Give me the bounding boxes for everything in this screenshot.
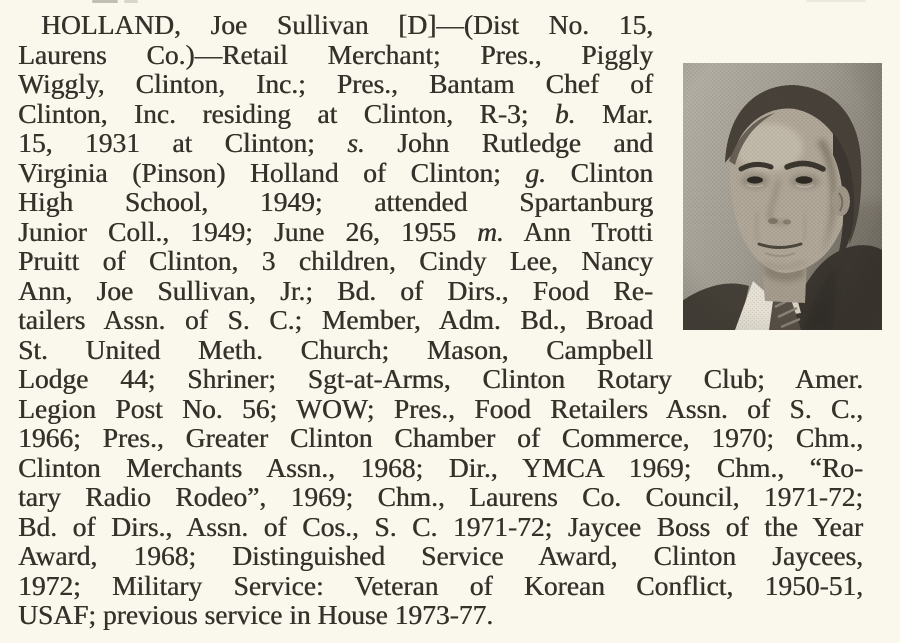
bio-text-line: Bd. of Dirs., Assn. of Cos., S. C. 1971-72; Jaycee Boss of the Year [18, 510, 863, 542]
bio-text-line: 1966; Pres., Greater Clinton Chamber of Commerce, 1970; Chm., [18, 422, 863, 453]
scan-artifact-top [92, 0, 118, 3]
bio-text-line: Award, 1968; Distinguished Service Award, Clinton Jaycees, [18, 540, 863, 571]
bio-text-line: Virginia (Pinson) Holland of Clinton; g. Clinton [18, 156, 654, 188]
bio-text-line: tary Radio Rodeo”, 1969; Chm., Laurens Co. Council, 1971-72; [18, 481, 863, 512]
scan-artifact-top [124, 0, 138, 3]
bio-text-line: Laurens Co.)—Retail Merchant; Pres., Piggly [18, 38, 653, 70]
bio-text-line: Wiggly, Clinton, Inc.; Pres., Bantam Chef of [18, 68, 653, 99]
bio-text-full-width [18, 364, 863, 630]
bio-text-line: tailers Assn. of S. C.; Member, Adm. Bd., Broad [18, 304, 653, 335]
bio-text-line: HOLLAND, Joe Sullivan [D]—(Dist No. 15, [41, 9, 653, 40]
bio-text-column-beside-photo [18, 10, 653, 364]
bio-text-line: Legion Post No. 56; WOW; Pres., Food Retailers Assn. of S. C., [18, 392, 863, 424]
bio-text-line: Clinton Merchants Assn., 1968; Dir., YMCA 1969; Chm., “Ro- [18, 451, 863, 483]
bio-text-line: Junior Coll., 1949; June 26, 1955 m. Ann Trotti [18, 215, 653, 247]
bio-text-line: Clinton, Inc. residing at Clinton, R-3; b. Mar. [18, 97, 653, 129]
bio-text-line: 15, 1931 at Clinton; s. John Rutledge and [18, 127, 654, 158]
bio-text-line: St. United Meth. Church; Mason, Campbell [18, 333, 653, 365]
halftone-overlay [683, 63, 882, 330]
bio-text-line: Pruitt of Clinton, 3 children, Cindy Lee, Nancy [18, 245, 653, 276]
portrait-photo-image [683, 63, 882, 330]
bio-text-line: Ann, Joe Sullivan, Jr.; Bd. of Dirs., Food Re- [18, 274, 653, 306]
bio-text-line: USAF; previous service in House 1973-77. [18, 599, 494, 630]
bio-text-line: High School, 1949; attended Spartanburg [18, 186, 653, 217]
bio-text-line: 1972; Military Service: Veteran of Korean Conflict, 1950-51, [18, 569, 863, 601]
scan-artifact-top [806, 0, 866, 2]
portrait-photo [683, 63, 882, 330]
bio-text-line: Lodge 44; Shriner; Sgt-at-Arms, Clinton Rotary Club; Amer. [18, 363, 863, 394]
